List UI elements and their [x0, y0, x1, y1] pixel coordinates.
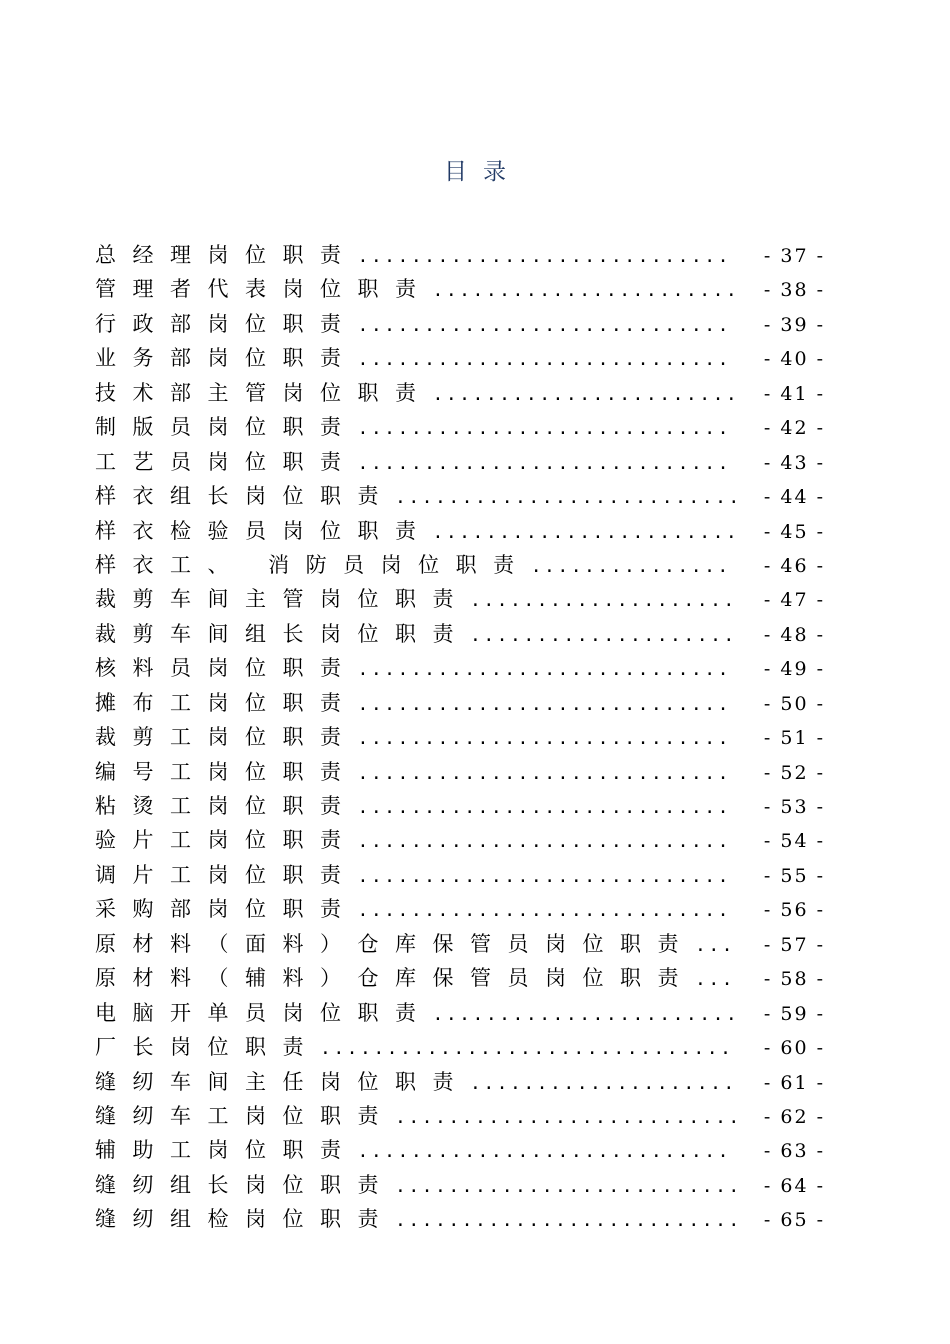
toc-entry-page-number: - 45 -: [763, 520, 825, 543]
toc-entry-label: 缝纫车工岗位职责: [95, 1103, 395, 1128]
toc-title: 目录: [444, 159, 522, 185]
toc-dot-leader: [433, 378, 736, 412]
toc-entry[interactable]: [95, 617, 825, 651]
toc-entry-page-number: - 50 -: [763, 692, 825, 715]
toc-entry-page-number: - 62 -: [763, 1105, 825, 1128]
toc-entry[interactable]: [95, 445, 825, 479]
toc-entry-page-number: - 64 -: [763, 1174, 825, 1197]
toc-entry-page-number: - 44 -: [763, 486, 825, 509]
toc-entry[interactable]: [95, 858, 825, 892]
toc-entry-label: 业务部岗位职责: [95, 346, 358, 371]
toc-dot-leader: [358, 447, 736, 481]
toc-entry-label: 工艺员岗位职责: [95, 449, 358, 474]
toc-entry-page-number: - 54 -: [763, 830, 825, 853]
toc-entry-page-number: - 63 -: [763, 1140, 825, 1163]
toc-dot-leader: [358, 653, 736, 687]
toc-entry-page-number: - 40 -: [763, 348, 825, 371]
toc-dot-leader: [358, 240, 736, 274]
toc-entry[interactable]: [95, 514, 825, 548]
toc-entry-label: 缝纫组检岗位职责: [95, 1207, 395, 1232]
toc-entry-label: 编号工岗位职责: [95, 759, 358, 784]
toc-entry-label: 技术部主管岗位职责: [95, 380, 433, 405]
toc-entry[interactable]: [95, 479, 825, 513]
toc-entry-label: 缝纫车间主任岗位职责: [95, 1069, 470, 1094]
toc-entry-page-number: - 57 -: [763, 933, 825, 956]
toc-entry-label: 样衣检验员岗位职责: [95, 518, 433, 543]
toc-entry[interactable]: [95, 582, 825, 616]
toc-entry-label: 样衣组长岗位职责: [95, 484, 395, 509]
toc-entry[interactable]: [95, 961, 825, 995]
toc-entry-label: 粘烫工岗位职责: [95, 794, 358, 818]
toc-entry[interactable]: [95, 1030, 825, 1064]
toc-entry-page-number: - 42 -: [763, 417, 825, 440]
toc-entry[interactable]: [95, 927, 825, 961]
toc-dot-leader: [358, 825, 736, 859]
toc-entry-page-number: - 39 -: [763, 313, 825, 336]
toc-entry-label: 原材料（面料）仓库保管员岗位职责: [95, 931, 695, 956]
toc-entry-page-number: - 51 -: [763, 727, 825, 750]
toc-dot-leader: [358, 722, 736, 756]
toc-dot-leader: [395, 1170, 735, 1204]
toc-entry-label: 裁剪车间主管岗位职责: [95, 587, 470, 612]
toc-dot-leader: [320, 1032, 735, 1066]
toc-entry-page-number: - 61 -: [763, 1071, 825, 1094]
toc-dot-leader: [433, 998, 736, 1032]
toc-entry-page-number: - 52 -: [763, 761, 825, 784]
toc-entry-page-number: - 65 -: [763, 1209, 825, 1232]
toc-entry-label: 样衣工、 消防员岗位职责: [95, 552, 531, 577]
toc-entry[interactable]: [95, 1168, 825, 1202]
toc-dot-leader: [358, 412, 736, 446]
toc-entry[interactable]: [95, 376, 825, 410]
toc-entry[interactable]: [95, 272, 825, 306]
toc-entry[interactable]: [95, 1202, 825, 1236]
toc-entry-page-number: - 47 -: [763, 589, 825, 612]
toc-list: [95, 238, 825, 1237]
toc-dot-leader: [358, 894, 736, 928]
toc-entry-page-number: - 60 -: [763, 1037, 825, 1060]
toc-entry[interactable]: [95, 410, 825, 444]
toc-dot-leader: [358, 309, 736, 343]
toc-dot-leader: [358, 1135, 736, 1169]
toc-entry-page-number: - 53 -: [763, 796, 825, 818]
toc-entry-page-number: - 56 -: [763, 899, 825, 922]
toc-entry-page-number: - 59 -: [763, 1002, 825, 1025]
toc-entry[interactable]: [95, 892, 825, 926]
toc-entry-label: 管理者代表岗位职责: [95, 277, 433, 302]
toc-dot-leader: [358, 860, 736, 894]
toc-entry-page-number: - 46 -: [763, 554, 825, 577]
toc-dot-leader: [358, 688, 736, 722]
toc-entry-page-number: - 48 -: [763, 623, 825, 646]
toc-dot-leader: [470, 619, 735, 653]
toc-entry-page-number: - 43 -: [763, 451, 825, 474]
toc-entry-label: 辅助工岗位职责: [95, 1138, 358, 1163]
toc-entry[interactable]: [95, 720, 825, 754]
toc-entry-label: 厂长岗位职责: [95, 1035, 320, 1060]
toc-entry[interactable]: [95, 686, 825, 720]
toc-dot-leader: [433, 274, 736, 308]
toc-dot-leader: [358, 757, 736, 791]
toc-entry[interactable]: [95, 1133, 825, 1167]
toc-entry[interactable]: [95, 823, 825, 857]
toc-entry-label: 原材料（辅料）仓库保管员岗位职责: [95, 966, 695, 991]
toc-dot-leader: [358, 343, 736, 377]
toc-entry[interactable]: [95, 307, 825, 341]
toc-entry-page-number: - 55 -: [763, 864, 825, 887]
toc-entry-label: 裁剪工岗位职责: [95, 725, 358, 750]
toc-dot-leader: [470, 584, 735, 618]
toc-entry-label: 电脑开单员岗位职责: [95, 1000, 433, 1025]
toc-entry-label: 调片工岗位职责: [95, 862, 358, 887]
toc-entry-label: 摊布工岗位职责: [95, 690, 358, 715]
toc-entry-label: 缝纫组长岗位职责: [95, 1172, 395, 1197]
toc-dot-leader: [395, 481, 735, 515]
toc-entry-page-number: - 58 -: [763, 968, 825, 991]
toc-entry[interactable]: [95, 755, 825, 789]
toc-entry-label: 总经理岗位职责: [95, 243, 358, 267]
toc-entry[interactable]: [95, 238, 825, 272]
toc-entry-label: 行政部岗位职责: [95, 311, 358, 336]
toc-entry-label: 裁剪车间组长岗位职责: [95, 621, 470, 646]
toc-dot-leader: [695, 963, 735, 997]
toc-entry[interactable]: [95, 996, 825, 1030]
toc-entry[interactable]: [95, 548, 825, 582]
toc-entry-label: 采购部岗位职责: [95, 897, 358, 922]
toc-entry[interactable]: [95, 341, 825, 375]
toc-dot-leader: [395, 1204, 735, 1238]
toc-entry-page-number: - 38 -: [763, 279, 825, 302]
toc-dot-leader: [433, 516, 736, 550]
toc-entry-page-number: - 41 -: [763, 382, 825, 405]
toc-entry[interactable]: [95, 1099, 825, 1133]
toc-dot-leader: [695, 929, 735, 963]
toc-dot-leader: [470, 1067, 735, 1101]
toc-entry-page-number: - 37 -: [763, 245, 825, 267]
toc-entry[interactable]: [95, 651, 825, 685]
toc-entry[interactable]: [95, 789, 825, 823]
toc-dot-leader: [395, 1101, 735, 1135]
toc-dot-leader: [531, 550, 735, 584]
toc-entry-label: 核料员岗位职责: [95, 656, 358, 681]
toc-entry-label: 验片工岗位职责: [95, 828, 358, 853]
toc-entry-page-number: - 49 -: [763, 658, 825, 681]
toc-dot-leader: [358, 791, 736, 825]
toc-entry[interactable]: [95, 1065, 825, 1099]
toc-entry-label: 制版员岗位职责: [95, 415, 358, 440]
